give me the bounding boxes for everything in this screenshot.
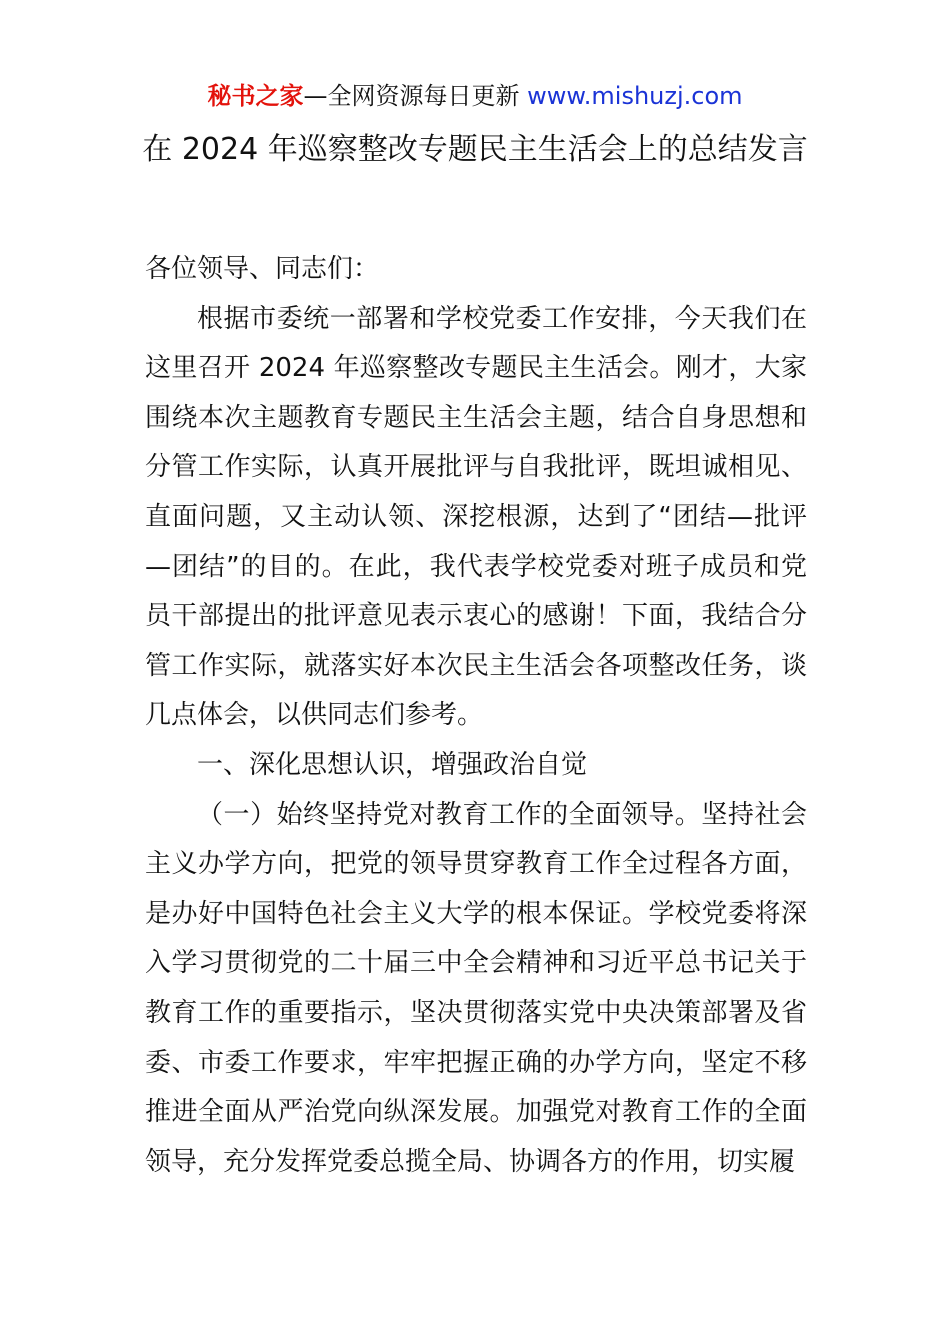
site-url-link[interactable]: www.mishuzj.com	[527, 82, 743, 110]
site-header	[0, 80, 950, 112]
header-tagline: —全网资源每日更新	[303, 82, 528, 110]
subsection-paragraph: （一）始终坚持党对教育工作的全面领导。坚持社会主义办学方向，把党的领导贯穿教育工作全过程各方面，是办好中国特色社会主义大学的根本保证。学校党委将深入学习贯彻党的二十届三中全会精神和习近平总书记关于教育工作的重要指示，坚决贯彻落实党中央决策部署及省委、市委工作要求，牢牢把握正确的办学方向，坚定不移推进全面从严治党向纵深发展。加强党对教育工作的全面领导，充分发挥党委总揽全局、协调各方的作用，切实履	[145, 799, 807, 1177]
section-heading: 一、深化思想认识，增强政治自觉	[197, 749, 588, 780]
intro-paragraph: 根据市委统一部署和学校党委工作安排，今天我们在这里召开 2024 年巡察整改专题民主生活会。刚才，大家围绕本次主题教育专题民主生活会主题，结合自身思想和分管工作实际，认真开展批评与自我批评，既坦诚相见、直面问题，又主动认领、深挖根源，达到了“团结—批评—团结”的目的。在此，我代表学校党委对班子成员和党员干部提出的批评意见表示衷心的感谢！下面，我结合分管工作实际，就落实好本次民主生活会各项整改任务，谈几点体会，以供同志们参考。	[145, 303, 807, 731]
salutation: 各位领导、同志们：	[145, 254, 380, 284]
brand-name: 秘书之家	[207, 82, 304, 110]
document-body	[145, 245, 807, 1187]
document-title: 在 2024 年巡察整改专题民主生活会上的总结发言	[142, 132, 808, 167]
